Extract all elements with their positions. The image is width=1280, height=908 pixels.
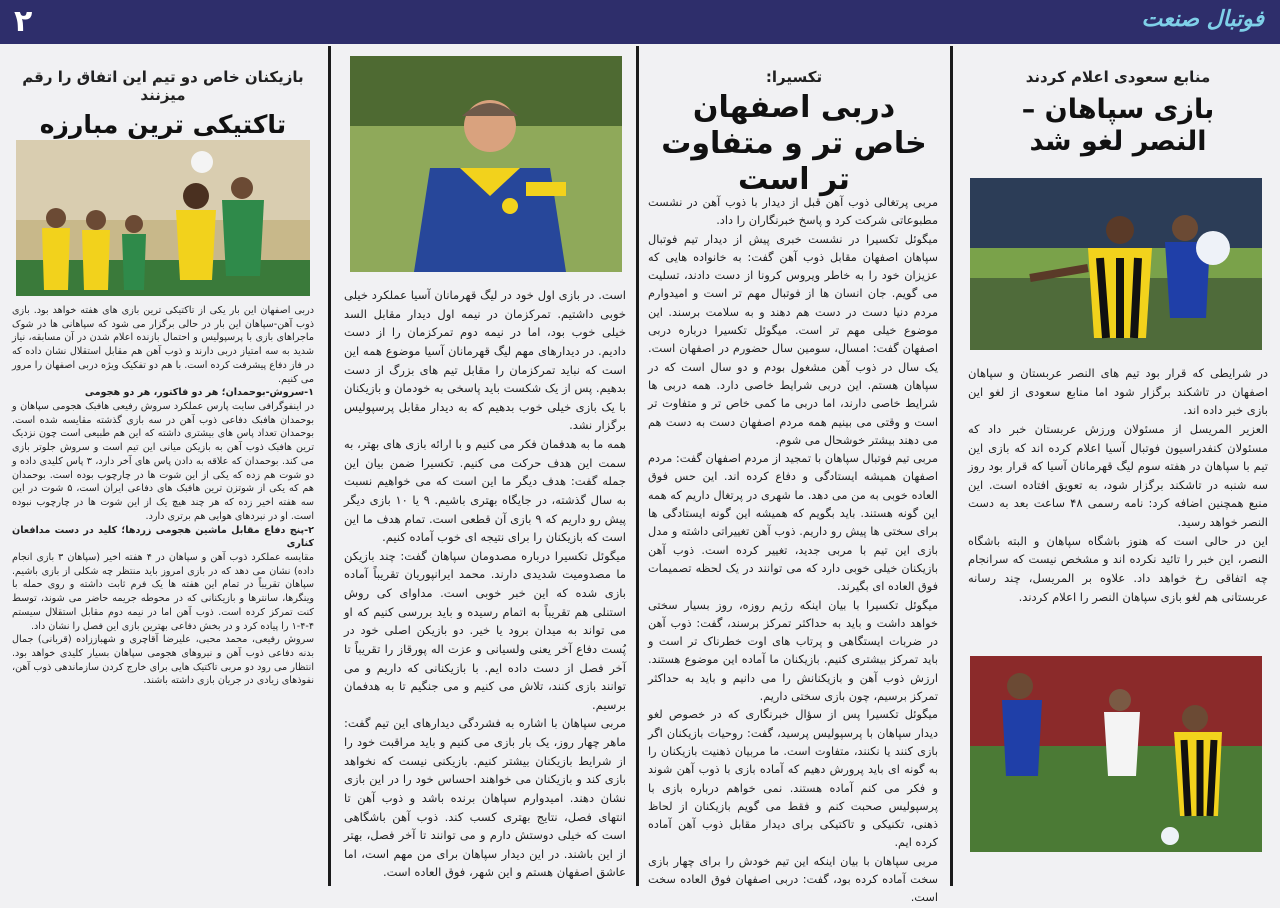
article-subhead: تکسیرا: <box>765 68 823 86</box>
article-paragraph: سروش رفیعی، محمد محبی، علیرضا آقاچری و شهباززاده (قربانی) جمال بدنه دفاعی ذوب آهن و نیروهای هجومی سپاهان بسیار کلیدی خواهد بود. انتظار می رود دو مربی تاکتیک هایی برای خارج کردن سازماندهی ذوب آهن، نفوذهای زیادی در جریان بازی داشته باشند. <box>12 634 314 687</box>
page-number: ۲ <box>14 4 33 39</box>
article-paragraph: است. در بازی اول خود در لیگ قهرمانان آسیا عملکرد خیلی خوبی داشتیم. تمرکزمان در نیمه اول دیدار مقابل السد خیلی خوب بود، اما در نیمه دوم تمرکزمان را از دست دادیم. در دیدارهای مهم لیگ قهرمانان آسیا موضوع همه این است که نباید تمرکزمان را مقابل تیم های بزرگ از دست بدهیم. پس از یک شکست باید پاسخی به خودمان و بازیکنان با یک بازی خیلی خوب بدهیم که به دیدار مقابل پرسپولیس برگزار نشد. <box>344 288 626 433</box>
article-paragraph: میگوئل تکسیرا در نشست خبری پیش از دیدار تیم فوتبال سپاهان اصفهان مقابل ذوب آهن گفت: به خانواده هایی که عزیزان خود را به خاطر ویروس کرونا از دست دادند، تسلیت می گویم. جان انسان ها از فوتبال مهم تر است و امیدوارم مردم دنیا دست در دست هم دهند و به سلامت برسند. این موضوع خیلی مهم تر است. میگوئل تکسیرا درباره دربی اصفهان گفت: امسال، سومین سال حضورم در اصفهان است. یک سال در ذوب آهن مشغول بودم و دو سال است که در سپاهان هستم. این دربی شرایط خاصی دارد. همه دربی ها شرایط خاصی دارند، اما دربی ما کمی خاص تر و متفاوت تر است و وقتی می بینیم همه مردم اصفهان دست به دست هم می دهند بیشتر خوشحال می شوم. <box>648 232 938 447</box>
article-paragraph: مربی تیم فوتبال سپاهان با تمجید از مردم اصفهان گفت: مردم اصفهان همیشه ایستادگی و دفاع کرده اند. این حس فوق العاده خوبی به من می دهد. ما شهری در پرتغال داریم که همه این گونه هستند. باید بگویم که همیشه این گونه ایستادگی ها برای سختی ها پیش رو داریم. ذوب آهن تغییراتی داشته و مدل بازی این تیم با مربی جدید، تغییر کرده است. ذوب آهن بازیکنان خیلی خوبی دارد که می توانند در یک لحظه تصمیمات فوق العاده ای بگیرند. <box>648 452 938 594</box>
article-paragraph: میگوئل تکسیرا با بیان اینکه رژیم روزه، روز بسیار سختی خواهد داشت و باید به حداکثر تمرکز برسند، گفت: ذوب آهن در ضربات ایستگاهی و پرتاب های اوت خطرناک تر است و باید تمرکز بیشتری کنیم. بازیکنان ما آماده این موضوع هستند. ارزش ذوب آهن و بازیکنانش را می دانیم و باید به حداکثر تمرکز برسیم، چون بازی سختی داریم. <box>648 598 938 704</box>
article-paragraph: این در حالی است که هنوز باشگاه سپاهان و البته باشگاه النصر، این خبر را تائید نکرده اند و مشخص نیست که سرانجام چه اتفاقی رخ خواهد داد. علاوه بر المریسل، چند رسانه عربستانی هم لغو بازی سپاهان النصر را اعلام کردند. <box>968 533 1268 604</box>
photo-coach <box>350 56 622 272</box>
article-sepahan-alnassr <box>956 46 1280 886</box>
top-banner <box>0 0 1280 44</box>
article-tactical-battle <box>0 46 326 886</box>
photo-match-duel <box>970 656 1262 852</box>
article-body <box>968 364 1268 606</box>
article-teixeira-continued <box>334 46 632 886</box>
article-paragraph: دربی اصفهان این بار یکی از تاکتیکی ترین بازی های هفته خواهد بود. بازی ذوب آهن-سپاهان این بار در حالی برگزار می شود که سپاهانی ها در شوک ماجراهای بازی با پرسپولیس و احتمال بازنده اعلام شدن در آن مسابقه، نیاز شدید به سه امتیاز دربی دارند و ذوب آهن هم مقابل استقلال نشان داده که در فاز دفاع پیشرفت کرده است. با هم دو تفکیک ویژه دربی اصفهان را مرور می کنیم. <box>12 305 314 385</box>
article-section-heading: ۲-پنج دفاع مقابل ماشین هجومی زردها؛ کلید در دست مدافعان کناری <box>12 524 314 550</box>
article-paragraph: میگوئل تکسیرا پس از سؤال خبرنگاری که در خصوص لغو دیدار سپاهان با پرسپولیس پرسید، گفت: روحیات بازیکنان اگر بازی کنند یا نکنند، متفاوت است. ما مربیان ذهنیت بازیکنان را به گونه ای باید پرورش دهیم که آماده بازی با ذوب آهن شوند و فکر می کنم آماده هستند. نمی خواهم درباره بازی با پرسپولیس صحبت کنم و فقط می گویم بازیکنان از لحاظ ذهنی، تکنیکی و تاکتیکی برای دیدار مقابل ذوب آهن آماده کرده ایم. <box>648 708 938 850</box>
article-body <box>344 286 626 882</box>
article-body <box>648 194 938 908</box>
publication-logo: فوتبال صنعت <box>1141 6 1264 32</box>
article-paragraph: میگوئل تکسیرا درباره مصدومان سپاهان گفت: چند بازیکن ما مصدومیت شدیدی دارند. محمد ایرانپوریان تقریباً آماده بازی شده که این خبر خوبی است. مداوای کی روش استنلی هم تقریباً به اتمام رسیده و باید بررسی کنیم که او می تواند به میدان برود یا خیر. دو بازیکن اصلی خود در پُست دفاع آخر یعنی ولسیانی و عزت اله پورقاز را تقریباً تا آخر فصل از دست داده ایم. با بازیکنانی که داریم و می توانند بازی کنند، تلاش می کنیم و می جنگیم تا به هدفمان برسیم. <box>344 548 626 712</box>
article-paragraph: مربی پرتغالی ذوب آهن قبل از دیدار با ذوب آهن در نشست مطبوعاتی شرکت کرد و پاسخ خبرنگاران را داد. <box>648 196 938 228</box>
article-body <box>12 304 314 688</box>
article-headline: تاکتیکی ترین مبارزه <box>39 110 287 139</box>
article-paragraph: در شرایطی که قرار بود تیم های النصر عربستان و سپاهان اصفهان در تاشکند برگزار شود اما منابع سعودی از لغو این بازی خبر داده اند. <box>968 366 1268 418</box>
article-section-heading: ۱-سروش-بوحمدان؛ هر دو فاکتور، هر دو هجومی <box>84 387 314 399</box>
article-headline: بازی سپاهان – النصر لغو شد <box>1021 94 1215 158</box>
article-subhead: بازیکنان خاص دو تیم این اتفاق را رقم میزنند <box>22 68 304 104</box>
column-divider <box>950 46 953 886</box>
article-paragraph: مربی سپاهان با اشاره به فشردگی دیدارهای این تیم گفت: ماهر چهار روز، یک بار بازی می کنیم و باید مراقبت خود را از شرایط بازیکنان بیشتر کنیم. بازیکنی نیست که نخواهد بازی کند و بازیکنان می خواهند احساس خود را در این بازی نشان دهند. امیدوارم سپاهان برنده باشد و ذوب آهن تا انتهای فصل، نتایج بهتری کسب کند. ذوب آهن باشگاهی است که خیلی دوستش دارم و می توانند تا آخر فصل، بهتر از این باشند. در این دیدار سپاهان برای من مهم است، اما عاشق اصفهان هستم و این شهر، فوق العاده است. <box>344 716 626 880</box>
article-paragraph: العزیر المریسل از مسئولان ورزش عربستان خبر داد که مسئولان کنفدراسیون فوتبال آسیا اعلام کرده اند که بازی این تیم با سپاهان در هفته سوم لیگ قهرمانان آسیا که قرار بود روز سه شنبه در تاشکند برگزار شود، به تعویق افتاده است. این منبع همچنین اضافه کرد: نامه رسمی ۴۸ ساعت بعد به دست النصر خواهد رسید. <box>968 421 1268 529</box>
article-subhead: منابع سعودی اعلام کردند <box>1025 68 1211 86</box>
photo-match-action <box>970 178 1262 350</box>
photo-header-duel <box>16 140 310 296</box>
column-divider <box>636 46 639 886</box>
article-paragraph: مربی سپاهان با بیان اینکه این تیم خودش را برای چهار بازی سخت آماده کرده بود، گفت: دربی اصفهان فوق العاده سخت است. <box>648 854 938 905</box>
article-headline: دربی اصفهان خاص تر و متفاوت تر است <box>661 90 927 197</box>
article-paragraph: مقایسه عملکرد ذوب آهن و سپاهان در ۴ هفته اخیر (سپاهان ۳ بازی انجام داده) نشان می دهد که در بازی امروز باید منتظر چه شکلی از بازی باشیم. سپاهان تقریباً در تمام این هفته ها یک فرم ثابت داشته و روی حمله با وینگرها، سانترها و بازیکنانی که در محوطه جریمه حاضر می شوند، توسط کنت تمرکز کرده است. ذوب آهن اما در نیمه دوم مقابل استقلال سیستم ۴-۴-۱ را پیاده کرد و در بخش دفاعی بهترین بازی این فصل را نشان داد. <box>12 551 314 632</box>
article-paragraph: همه ما به هدفمان فکر می کنیم و با ارائه بازی های بهتر، به سمت این هدف حرکت می کنیم. تکسیرا ضمن بیان این جمله گفت: هدف دیگر ما این است که می خواهیم نسبت به سال گذشته، در جایگاه بهتری باشیم. ۹ یا ۱۰ بازی دیگر پیش رو داریم که ۹ بازی آن قطعی است. تمام هدف ما این است که بازیکنان را برای نتیجه ای خوب آماده کنیم. <box>344 437 627 545</box>
article-teixeira-derby <box>642 46 946 905</box>
article-paragraph: در اینفوگرافی سایت پارس عملکرد سروش رفیعی هافبک هجومی سپاهان و بوحمدان هافبک دفاعی ذوب آهن در سه بازی گذشته مقایسه شده است. بوحمدان تعداد پاس های بیشتری داشته که این هم طبیعی است چون نزدیک ترین هافبک ذوب آهن به بازیکن میانی این تیم است و سروش جلوتر بازی می کند. بوحمدان که علاقه به دادن پاس های آخر دارد، ۳ پاس کلیدی داده و دو شوت هم زده که یکی از این شوت ها در چارچوب بوده است. بوحمدان هم که یکی از شوتزن ترین هافبک های دفاعی ایران است، ۵ شوت در این سه هفته اخیر زده که هر چند هیچ یک از این شوت ها در چارچوب نبوده است. او در نبردهای هوایی هم برتری دارد. <box>12 401 314 522</box>
column-divider <box>328 46 331 886</box>
